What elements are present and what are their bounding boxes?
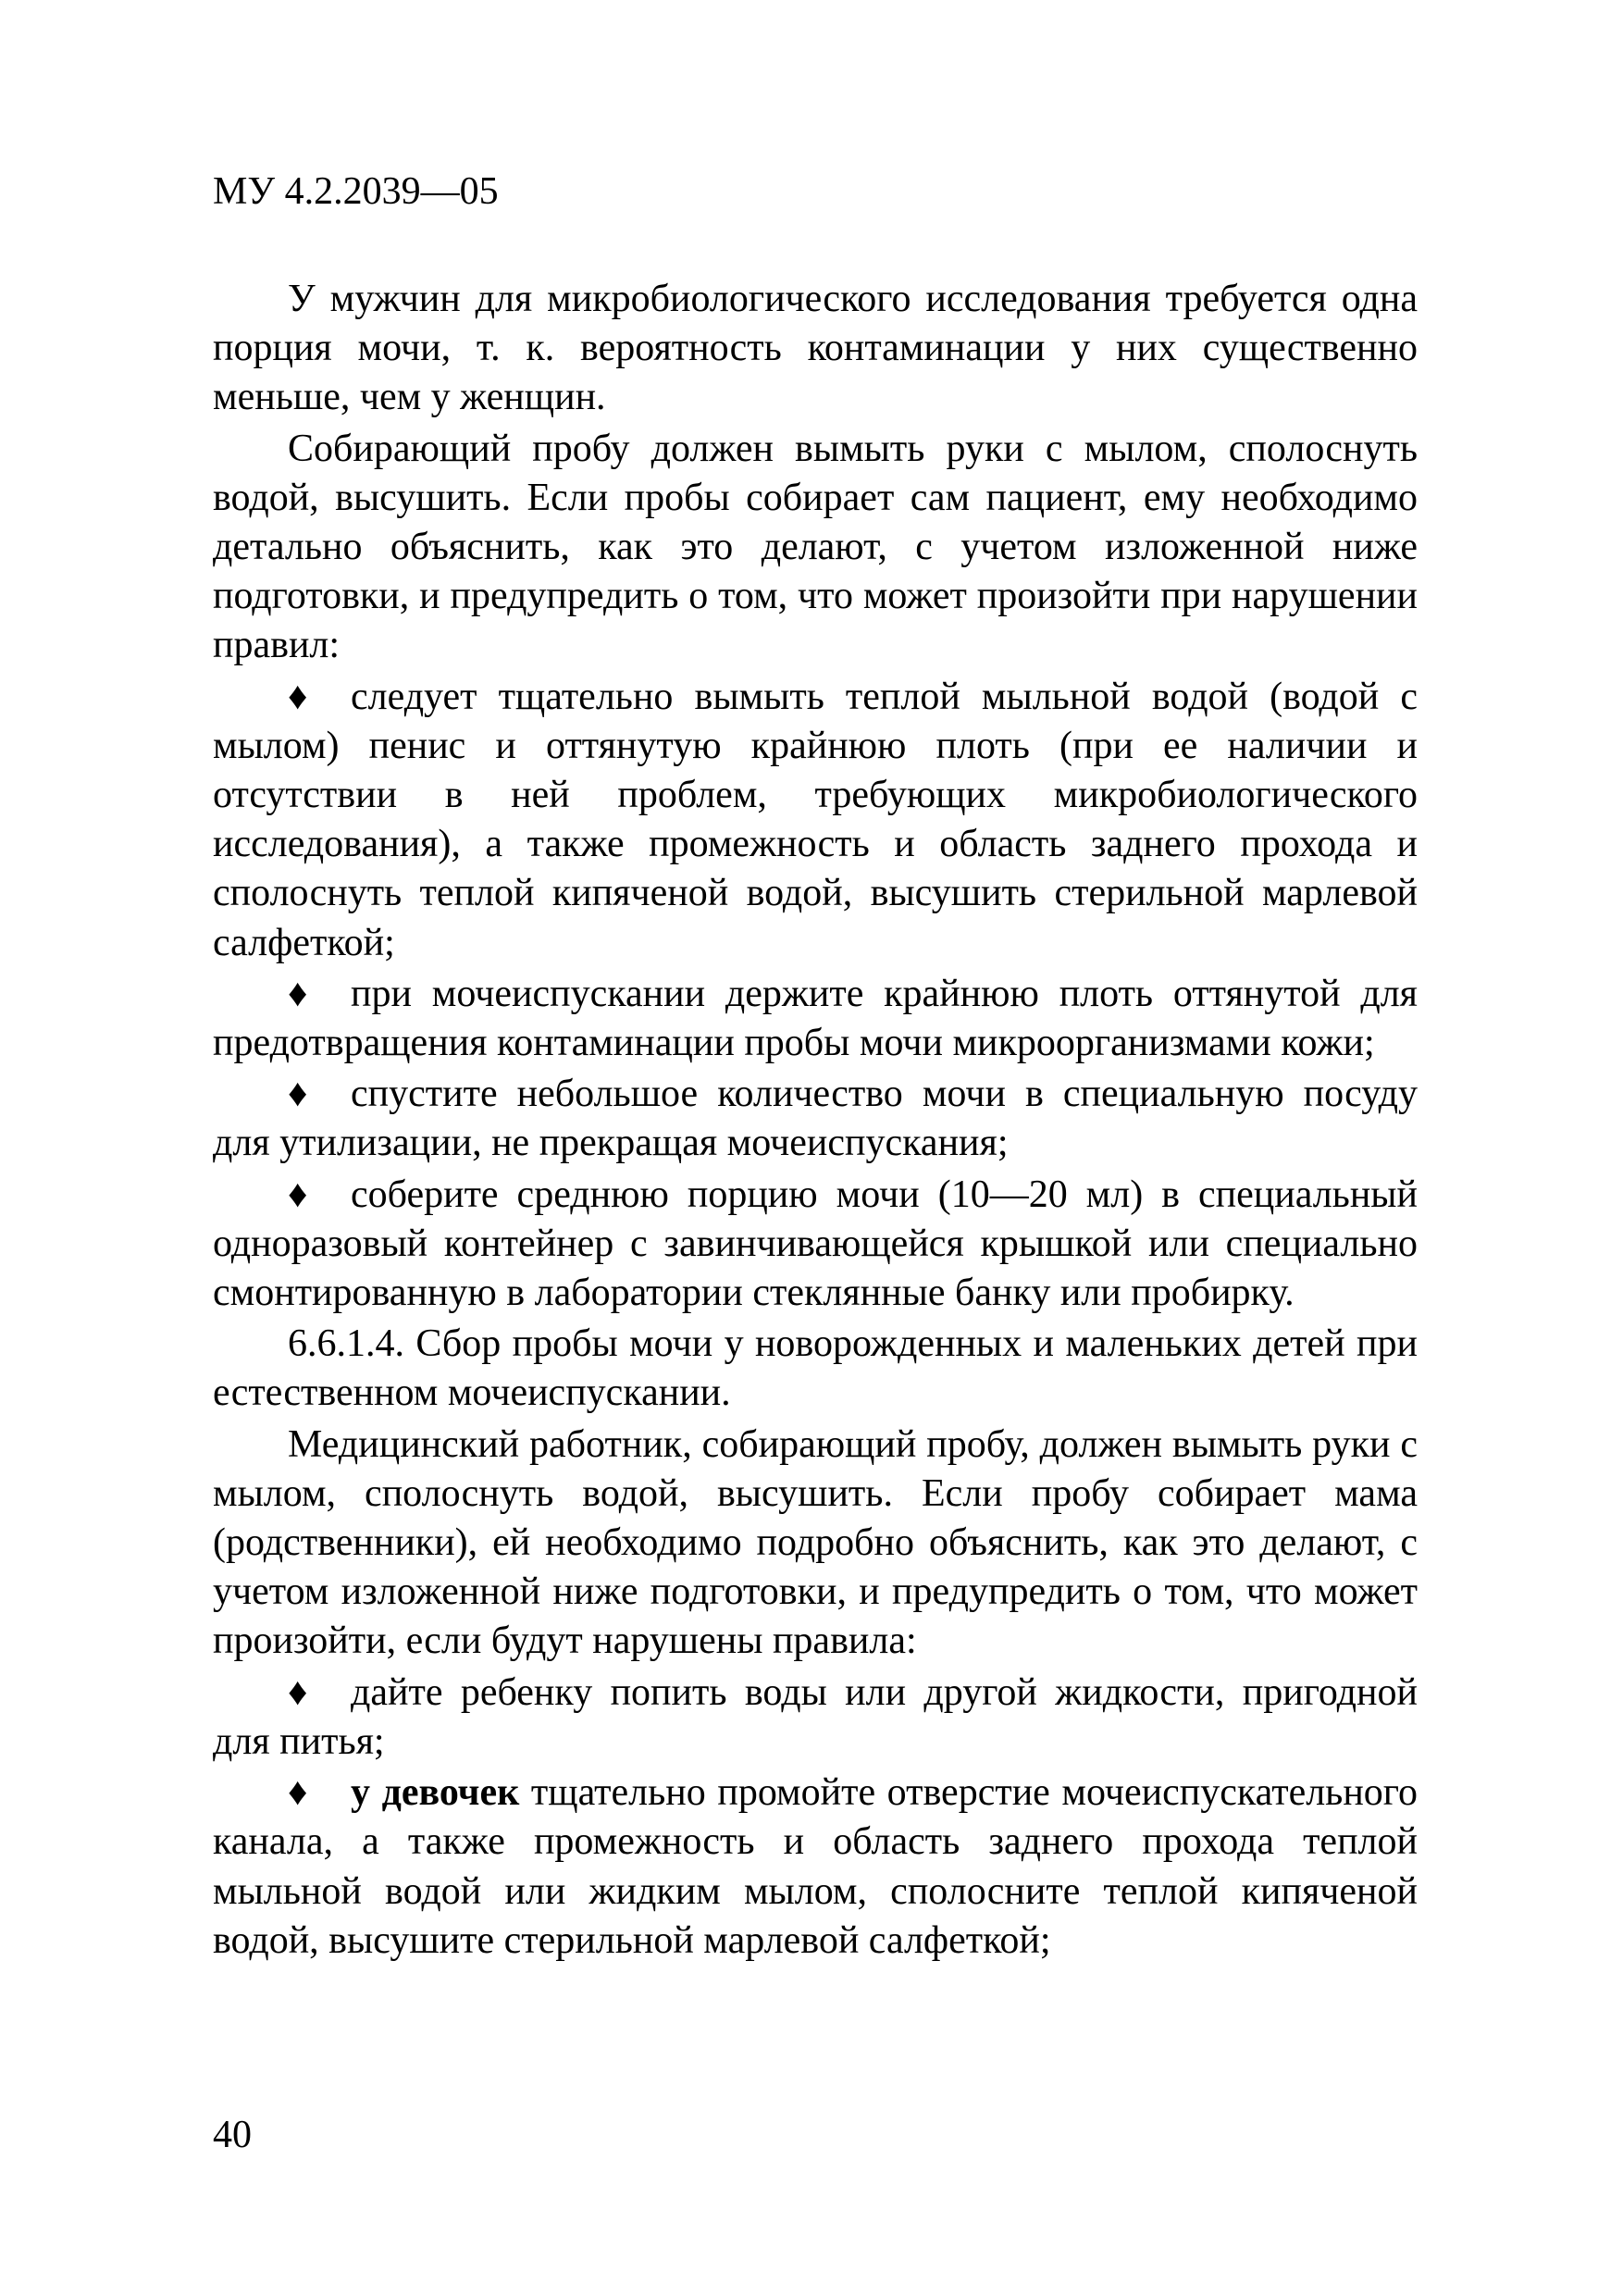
list-item [213,970,1418,1068]
list-item [213,1171,1418,1319]
running-head-doc-code: МУ 4.2.2039—05 [213,170,499,213]
list-item-text: дайте ребенку попить воды или другой жидкости, пригодной для питья; [213,1670,1418,1763]
list-item-text: при мочеиспускании держите крайнюю плоть оттянутой для предотвращения контаминации пробы мочи микроорганизмами кожи; [213,972,1418,1065]
bullet-icon: ♦ [288,972,308,1015]
bullet-icon: ♦ [288,1073,308,1116]
list-item-text: следует тщательно вымыть теплой мыльной водой (водой с мылом) пенис и оттянутую крайнюю плоть (при ее наличии и отсутствии в ней проблем, требующих микробиологического исследования), а также промежность и область заднего прохода и сполоснуть теплой кипяченой водой, высушить стерильной марлевой салфеткой; [213,675,1418,964]
bullet-icon: ♦ [288,675,308,718]
page-number: 40 [213,2114,252,2156]
body-text [213,275,1418,1967]
list-item [213,1769,1418,1966]
paragraph-men-sample: У мужчин для микробиологического исследования требуется одна порция мочи, т. к. вероятность контаминации у них существенно меньше, чем у женщин. [213,278,1418,419]
bullet-icon: ♦ [288,1771,308,1815]
list-item-bold-lead: у девочек [351,1771,520,1815]
list-item [213,1070,1418,1168]
paragraph-medical-worker: Медицинский работник, собирающий пробу, должен вымыть руки с мылом, сполоснуть водой, высушить. Если пробу собирает мама (родственники), ей необходимо подробно объяснить, как это делают, с учетом изложенной ниже подготовки, и предупредить о том, что может произойти, если будут нарушены правила: [213,1422,1418,1663]
list-item-text: спустите небольшое количество мочи в специальную посуду для утилизации, не прекращая мочеиспускания; [213,1073,1418,1165]
section-heading-6-6-1-4: 6.6.1.4. Сбор пробы мочи у новорожденных и маленьких детей при естественном мочеиспускании. [213,1322,1418,1415]
bullet-icon: ♦ [288,1173,308,1216]
bullet-icon: ♦ [288,1670,308,1714]
paragraph-collector-instructions: Собирающий пробу должен вымыть руки с мылом, сполоснуть водой, высушить. Если пробы собирает сам пациент, ему необходимо детально объяснить, как это делают, с учетом изложенной ниже подготовки, и предупредить о том, что может произойти при нарушении правил: [213,427,1418,667]
list-item [213,673,1418,968]
list-item-text: тщательно промойте отверстие мочеиспускательного канала, а также промежность и область заднего прохода теплой мыльной водой или жидким мылом, сполосните теплой кипяченой водой, высушите стерильной марлевой салфеткой; [213,1771,1418,1962]
list-item [213,1669,1418,1767]
list-item-text: соберите среднюю порцию мочи (10—20 мл) в специальный одноразовый контейнер с завинчивающейся крышкой или специально смонтированную в лаборатории стеклянные банку или пробирку. [213,1173,1418,1315]
